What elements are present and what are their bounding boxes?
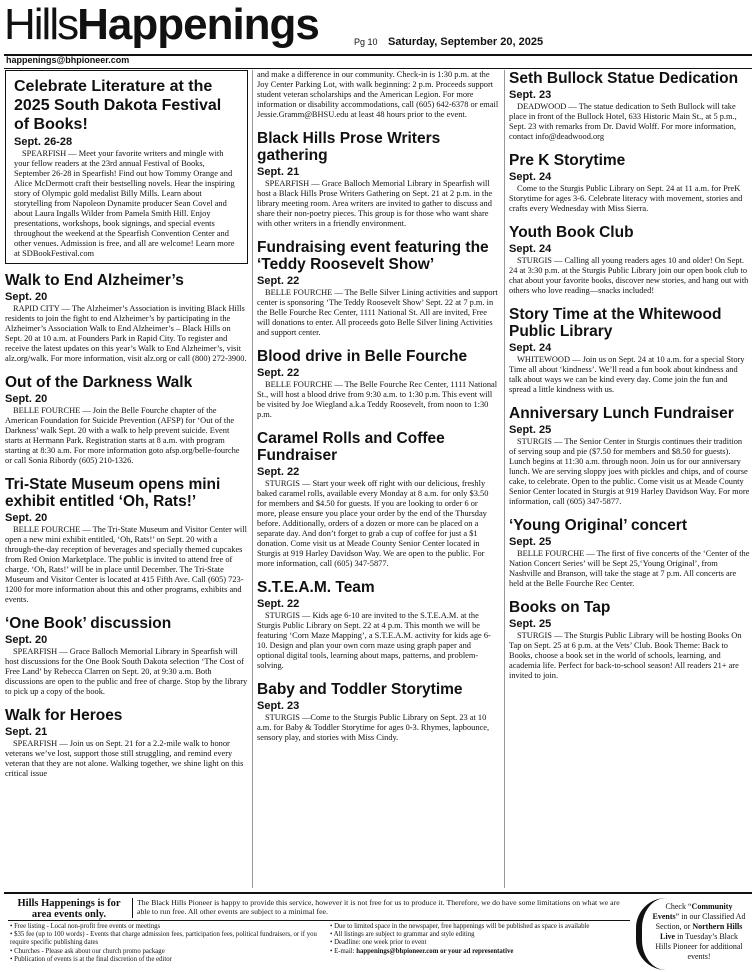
event-date: Sept. 20 — [5, 291, 48, 303]
footer-divider — [8, 920, 630, 921]
event-date: Sept. 25 — [509, 618, 552, 630]
event-date: Sept. 20 — [5, 512, 48, 524]
footer-email-link[interactable]: happenings@bhpioneer.com or your ad representative — [356, 947, 514, 955]
issue-date: Saturday, September 20, 2025 — [387, 36, 544, 48]
column-3 — [509, 70, 751, 890]
event-date: Sept. 22 — [257, 275, 300, 287]
masthead-meta — [354, 32, 543, 50]
event-body: STURGIS — Start your week off right with our delicious, freshly baked caramel rolls, available every Monday at 8 a.m. for only $3.50 for members and $4.50 for guests. If you are looking to order 6 or more, please ensure you place your order by the end of the Thursday before. Additionally, orders of a dozen or more can be placed on a separate day. And don’t forget to grab a cup of coffee for just a $1 donation. Come visit us at Meade County Senior Center located in Sturgis at 919 Harley Davidson Way. We are open to the public. For more information, call (605) 347-5877. — [257, 479, 489, 568]
footer-disclaimer: The Black Hills Pioneer is happy to provide this service, however it is not free for us to produce it. Therefore, we do have some limitations on what we are able to run free. All other events are subject to a minimal fee. — [132, 898, 632, 918]
event-body: SPEARFISH — Meet your favorite writers and mingle with your fellow readers at the 23rd annual Festival of Books, September 26-28 in Spearfish! Find out how Tommy Orange and Alice McDermott craft their bestselling novels. Hear the inspiring story of Olympic gold medalist Billy Mills. Learn about storytelling from Napoleon Dynamite producer Sean Covel and about Laura Ingalls Wilder from Pamela Smith Hill. Enjoy presentations, workshops, book signings, and special events throughout the weekend at the Spearfish Convention Center and other venues. Admission is free, and all are welcome! Learn more at SDBookFestival.com — [14, 149, 235, 258]
event-body: BELLE FOURCHE — Join the Belle Fourche chapter of the American Foundation for Suicide Prevention (AFSP) for ‘Out of the Darkness’ walk Sept. 20 with a walk to help prevent suicide. Event starts at Hermann Park. Registration starts at 8 a.m. with program starting at 8:30 a.m. For more information goto afsp.org/belle-fourche or call Sonia Ribordy (605) 210-1326. — [5, 406, 240, 465]
event-body: BELLE FOURCHE — The Tri-State Museum and Visitor Center will open a new mini exhibit entitled, ‘Oh, Rats!’ on Sept. 20 with a through-the-day reception of beverages and specially themed cupcakes from Red Onion Marketplace. The public is invited to attend free of charge. ‘Oh, Rats!’ will be in place until December. The Tri-State Museum and Visitor Center is located at 415 Fifth Ave. Call (605) 723-1200 for more information about this and other programs, exhibits and events. — [5, 525, 247, 604]
event-title: Anniversary Lunch Fundraiser — [509, 405, 734, 422]
callout-bold: Northern Hills Live — [659, 922, 743, 941]
event-title: ‘One Book’ discussion — [5, 615, 172, 632]
event-item — [5, 707, 248, 779]
list-item: • Due to limited space in the newspaper, free happenings will be published as space is available — [330, 923, 630, 931]
footer-rules-left — [10, 923, 322, 964]
event-body: BELLE FOURCHE — The Belle Silver Lining activities and support center is sponsoring ‘The Teddy Roosevelt Show’ Sept. 22 at 7 p.m. in the Belle Fourche Rec Center, 1111 National St. All are invited, Free will donations to enter. All proceeds goto Belle Silver lining Activities and support center. — [257, 288, 498, 337]
list-item: • Free listing - Local non-profit free events or meetings — [10, 923, 322, 931]
event-date: Sept. 23 — [257, 700, 300, 712]
event-title: Out of the Darkness Walk — [5, 374, 193, 391]
event-body: WHITEWOOD — Join us on Sept. 24 at 10 a.m. for a special Story Time all about ‘kindness’. We’ll read a fun book about kindness and talk about ways we can be kind every day. Come join the fun and spread a little kindness with us. — [509, 355, 745, 394]
callout-text: Check “ — [665, 902, 692, 911]
callout-text: ” in our Classified Ad Section, or — [655, 912, 746, 931]
featured-event — [5, 70, 248, 264]
event-item — [509, 70, 751, 142]
event-body: DEADWOOD — The statue dedication to Seth Bullock will take place in front of the Bullock Hotel, 633 Historic Main St., at 5 p.m., Sept. 23 with remarks from Dr. David Wolff. For more information, contact info@deadwood.org — [509, 102, 737, 141]
event-date: Sept. 22 — [257, 466, 300, 478]
event-item — [257, 348, 499, 420]
event-body: RAPID CITY — The Alzheimer’s Association is inviting Black Hills residents to join the fight to end Alzheimer’s by participating in the Alzheimer’s Association Walk to End Alzheimer’s – Black Hills on Sept. 20 at 10 a.m. at Founders Park in Rapid City. To register and receive the latest updates on this year’s Walk to End Alzheimer’s, visit alz.org/walk. For more information, visit alz.org or call (800) 272-3900. — [5, 304, 247, 363]
event-body: SPEARFISH — Join us on Sept. 21 for a 2.2-mile walk to honor veterans we’ve lost, support those still struggling, and remind every veteran that they are not alone. Walking together, we shine light on this critical issue — [5, 739, 244, 778]
event-item — [5, 272, 248, 364]
event-date: Sept. 22 — [257, 367, 300, 379]
event-item — [257, 239, 499, 338]
event-item — [257, 681, 499, 743]
event-title: Fundraising event featuring the ‘Teddy Roosevelt Show’ — [257, 239, 489, 273]
footer — [4, 892, 752, 970]
event-item — [509, 599, 751, 681]
event-title: Books on Tap — [509, 599, 611, 616]
email-label: E-mail: — [334, 947, 357, 955]
event-date: Sept. 24 — [509, 342, 552, 354]
event-date: Sept. 25 — [509, 424, 552, 436]
list-item: • Churches - Please ask about our church promo package — [10, 948, 322, 956]
event-item — [509, 517, 751, 589]
title-light: Hills — [4, 0, 78, 49]
event-date: Sept. 24 — [509, 243, 552, 255]
event-item — [5, 615, 248, 697]
event-title: Celebrate Literature at the 2025 South Dakota Festival of Books! — [14, 78, 222, 133]
list-item: • $35 fee (up to 100 words) - Events that charge admission fees, participation fees, political fundraisers, or if you require specific publishing dates — [10, 931, 322, 947]
page-number: Pg 10 — [354, 37, 378, 47]
event-title: Black Hills Prose Writers gathering — [257, 130, 441, 164]
event-title: Pre K Storytime — [509, 152, 626, 169]
event-body: and make a difference in our community. Check-in is 1:30 p.m. at the Joy Center Parking Lot, with walk beginning: 2 p.m. Proceeds support student veteran scholarships and the American Legion. For more information or disability accommodations, call (605) 642-6378 or email Jessie.Gramm@BHSU.edu at least 48 hours prior to the event. — [257, 70, 499, 119]
event-title: S.T.E.A.M. Team — [257, 579, 375, 596]
event-item — [257, 130, 499, 229]
event-title: ‘Young Original’ concert — [509, 517, 687, 534]
event-body: STURGIS —Come to the Sturgis Public Library on Sept. 23 at 10 a.m. for Baby & Toddler Storytime for ages 0-3. Rhymes, lapbounce, sensory play, and stories with Miss Cindy. — [257, 713, 490, 742]
event-date: Sept. 20 — [5, 634, 48, 646]
event-date: Sept. 23 — [509, 89, 552, 101]
event-date: Sept. 26-28 — [14, 136, 73, 148]
contact-email[interactable]: happenings@bhpioneer.com — [6, 55, 130, 65]
event-title: Baby and Toddler Storytime — [257, 681, 463, 698]
column-divider — [504, 70, 505, 888]
event-title: Tri-State Museum opens mini exhibit entitled ‘Oh, Rats!’ — [5, 476, 221, 510]
column-1 — [5, 70, 248, 890]
list-item — [330, 948, 630, 956]
list-item: • Deadline: one week prior to event — [330, 939, 630, 947]
event-item — [5, 476, 248, 605]
event-body: STURGIS — Kids age 6-10 are invited to the S.T.E.A.M. at the Sturgis Public Library on Sept. 22 at 4 p.m. This month we will be featuring ‘Corn Maze Mapping’, a S.T.E.A.M. activity for kids age 6-10. Design and plan your own corn maze using graph paper and optional digital tools, learning about maps, patterns, and problem-solving. — [257, 611, 491, 670]
event-item — [257, 430, 499, 569]
footer-rules-right — [330, 923, 630, 956]
event-title: Blood drive in Belle Fourche — [257, 348, 468, 365]
page-title — [4, 0, 319, 50]
event-body: STURGIS — The Sturgis Public Library will be hosting Books On Tap on Sept. 25 at 6 p.m. at the Vets’ Club. Book Theme: Back to Books, choose a book set in the world of schools, learning, and academia life. Perfect for back-to-school season! All readers 21+ are invited to join. — [509, 631, 742, 680]
event-body: BELLE FOURCHE — The first of five concerts of the ‘Center of the Nation Concert Series’ will be Sept 25,‘Young Original’, from Nashville and Branson, will take the stage at 7 p.m. All concerts are held at the Belle Fourche Rec Center. — [509, 549, 750, 588]
callout-bold: Community Events — [652, 902, 733, 921]
event-body: SPEARFISH — Grace Balloch Memorial Library in Spearfish will host a Black Hills Prose Writers Gathering on Sept. 21 at 2 p.m. in the library meeting room. Area writers are invited to gather to discuss and share their non-poetry pieces. This group is for those who want share with other writers in a friendly environment. — [257, 179, 493, 228]
event-date: Sept. 25 — [509, 536, 552, 548]
event-item — [509, 152, 751, 214]
event-item — [509, 224, 751, 296]
event-body: BELLE FOURCHE — The Belle Fourche Rec Center, 1111 National St., will host a blood drive from 9:30 a.m. to 1:30 p.m. This event will be visited by Joe Wiegland a.k.a Teddy Roosevelt, from noon to 1:30 p.m. — [257, 380, 498, 419]
event-date: Sept. 24 — [509, 171, 552, 183]
event-date: Sept. 21 — [257, 166, 300, 178]
event-item — [5, 374, 248, 466]
event-title: Youth Book Club — [509, 224, 634, 241]
event-title: Seth Bullock Statue Dedication — [509, 70, 739, 87]
column-2 — [257, 70, 499, 890]
event-date: Sept. 21 — [5, 726, 48, 738]
event-title: Walk to End Alzheimer’s — [5, 272, 184, 289]
community-events-callout — [636, 898, 750, 970]
email-divider — [4, 68, 752, 69]
event-date: Sept. 20 — [5, 393, 48, 405]
event-title: Walk for Heroes — [5, 707, 123, 724]
column-divider — [252, 70, 253, 888]
event-body: Come to the Sturgis Public Library on Sept. 24 at 11 a.m. for PreK Storytime for ages 3-6. Celebrate literacy with movement, stories and crafts every Wednesday with Miss Sierra. — [509, 184, 743, 213]
event-item — [509, 306, 751, 395]
list-item: • All listings are subject to grammar and style editing — [330, 931, 630, 939]
event-body: SPEARFISH — Grace Balloch Memorial Library in Spearfish will host discussions for the One Book South Dakota selection ‘The Cost of Free Land’ by Rebecca Clarren on Sept. 20, at 9:30 a.m. Both discussions are open to the public and free of charge. Stop by the library to pick up a copy of the book. — [5, 647, 248, 696]
title-bold: Happenings — [77, 0, 319, 49]
footer-heading: Hills Happenings is for area events only. — [17, 898, 121, 920]
event-date: Sept. 22 — [257, 598, 300, 610]
event-title: Caramel Rolls and Coffee Fundraiser — [257, 430, 445, 464]
event-item — [257, 579, 499, 671]
event-item — [509, 405, 751, 507]
event-body: STURGIS — Calling all young readers ages 10 and older! On Sept. 24 at 3:30 p.m. at the Sturgis Public Library join our open book club to chat about your favorite books, discover new stories, and hang out with others who love reading—snacks included! — [509, 256, 749, 295]
event-body: STURGIS — The Senior Center in Sturgis continues their tradition of serving soup and pie ($7.50 for members and $8.50 for guests). Lunch begins at 11:30 a.m. through noon. Join us for our anniversary lunch. We are serving sloppy joes with pickles and chips, and of course cake, to celebrate. Open to the public. Come visit us at Meade County Senior Center located in Sturgis at 919 Harley Davidson Way. For more information, call (605) 347-5877. — [509, 437, 750, 506]
event-title: Story Time at the Whitewood Public Library — [509, 306, 722, 340]
list-item: • Publication of events is at the final discretion of the editor — [10, 956, 322, 964]
event-continued — [257, 70, 499, 120]
callout-text: in Tuesday’s Black Hills Pioneer for additional events! — [655, 932, 743, 961]
masthead — [4, 2, 752, 54]
